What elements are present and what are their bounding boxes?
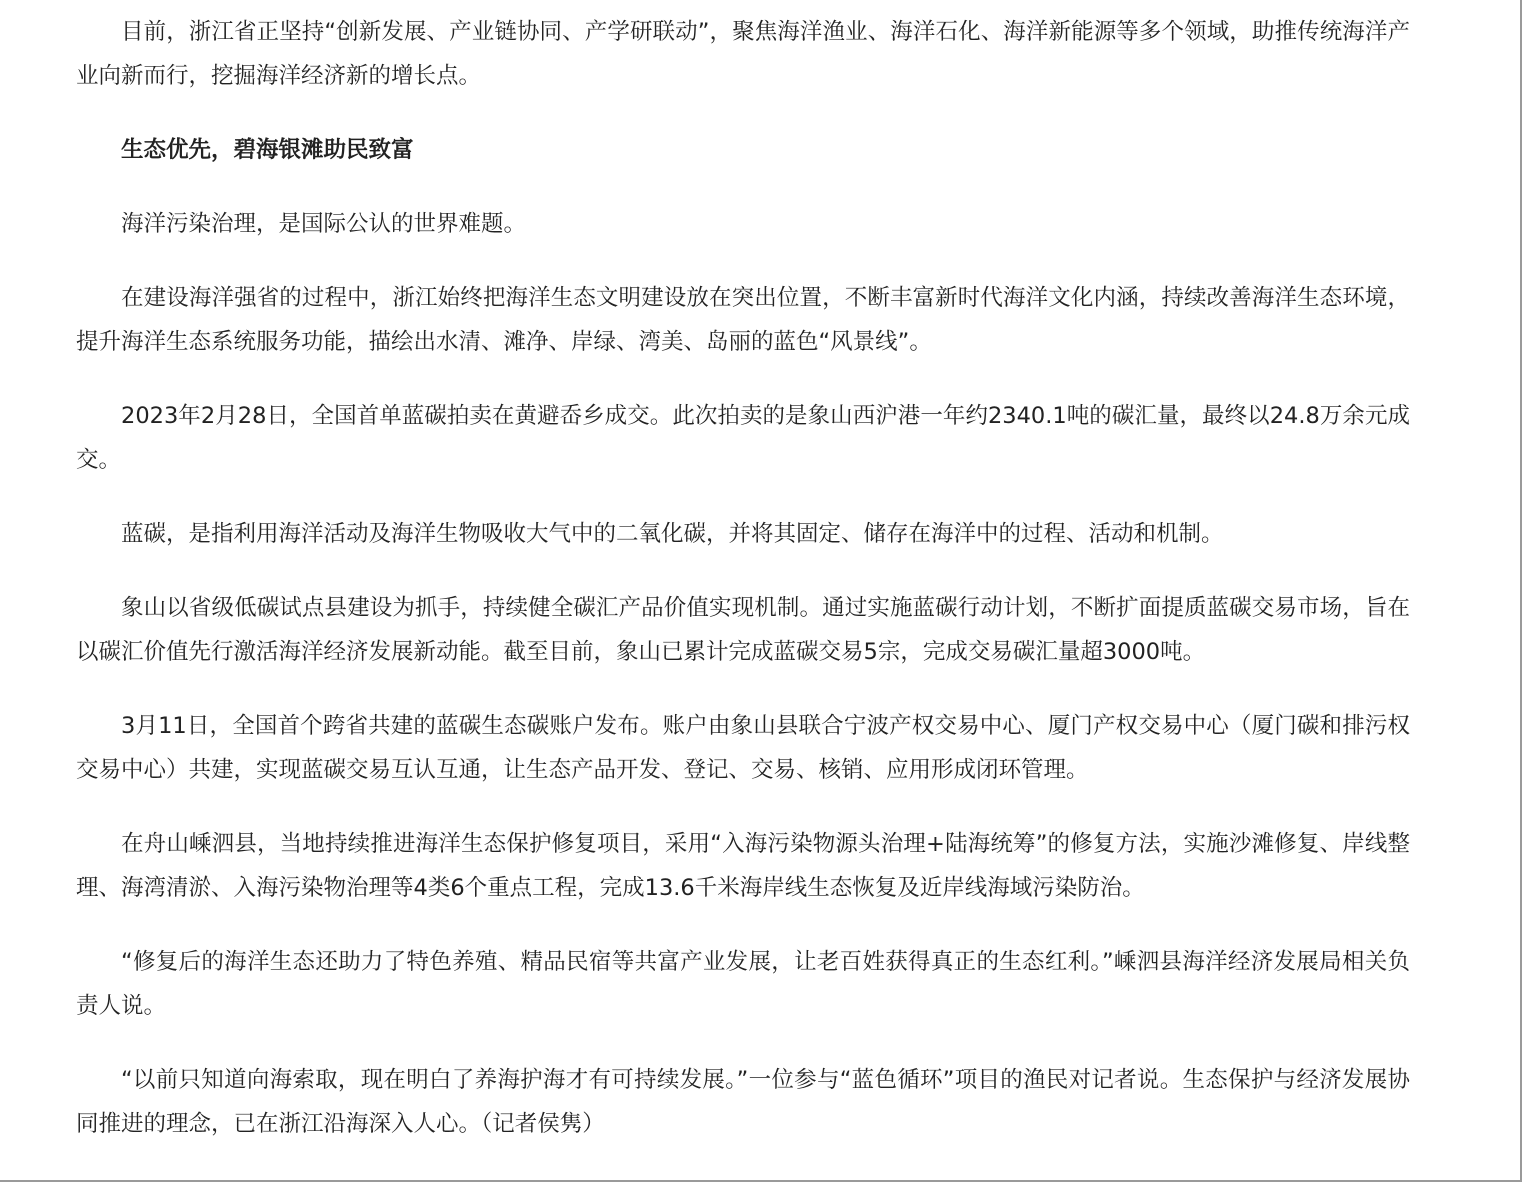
paragraph-quote: “修复后的海洋生态还助力了特色养殖、精品民宿等共富产业发展，让老百姓获得真正的生态红利。”嵊泗县海洋经济发展局相关负责人说。 xyxy=(76,949,1410,1019)
paragraph: 2023年2月28日，全国首单蓝碳拍卖在黄避岙乡成交。此次拍卖的是象山西沪港一年约2340.1吨的碳汇量，最终以24.8万余元成交。 xyxy=(76,403,1410,473)
paragraph: 海洋污染治理，是国际公认的世界难题。 xyxy=(121,211,527,237)
paragraph: 3月11日，全国首个跨省共建的蓝碳生态碳账户发布。账户由象山县联合宁波产权交易中心、厦门产权交易中心（厦门碳和排污权交易中心）共建，实现蓝碳交易互认互通，让生态产品开发、登记、交易、核销、应用形成闭环管理。 xyxy=(76,713,1410,783)
paragraph-closing: “以前只知道向海索取，现在明白了养海护海才有可持续发展。”一位参与“蓝色循环”项目的渔民对记者说。生态保护与经济发展协同推进的理念，已在浙江沿海深入人心。（记者侯隽） xyxy=(76,1067,1410,1137)
paragraph: 象山以省级低碳试点县建设为抓手，持续健全碳汇产品价值实现机制。通过实施蓝碳行动计划，不断扩面提质蓝碳交易市场，旨在以碳汇价值先行激活海洋经济发展新动能。截至目前，象山已累计完成蓝碳交易5宗，完成交易碳汇量超3000吨。 xyxy=(76,595,1410,665)
paragraph-intro: 目前，浙江省正坚持“创新发展、产业链协同、产学研联动”，聚焦海洋渔业、海洋石化、海洋新能源等多个领域，助推传统海洋产业向新而行，挖掘海洋经济新的增长点。 xyxy=(76,19,1410,89)
paragraph: 蓝碳，是指利用海洋活动及海洋生物吸收大气中的二氧化碳，并将其固定、储存在海洋中的过程、活动和机制。 xyxy=(121,521,1224,547)
section-heading: 生态优先，碧海银滩助民致富 xyxy=(121,137,414,163)
paragraph: 在舟山嵊泗县，当地持续推进海洋生态保护修复项目，采用“入海污染物源头治理+陆海统筹”的修复方法，实施沙滩修复、岸线整理、海湾清淤、入海污染物治理等4类6个重点工程，完成13.6千米海岸线生态恢复及近岸线海域污染防治。 xyxy=(76,831,1410,901)
article-body xyxy=(76,10,1410,1176)
paragraph: 在建设海洋强省的过程中，浙江始终把海洋生态文明建设放在突出位置，不断丰富新时代海洋文化内涵，持续改善海洋生态环境，提升海洋生态系统服务功能，描绘出水清、滩净、岸绿、湾美、岛丽的蓝色“风景线”。 xyxy=(76,285,1410,355)
